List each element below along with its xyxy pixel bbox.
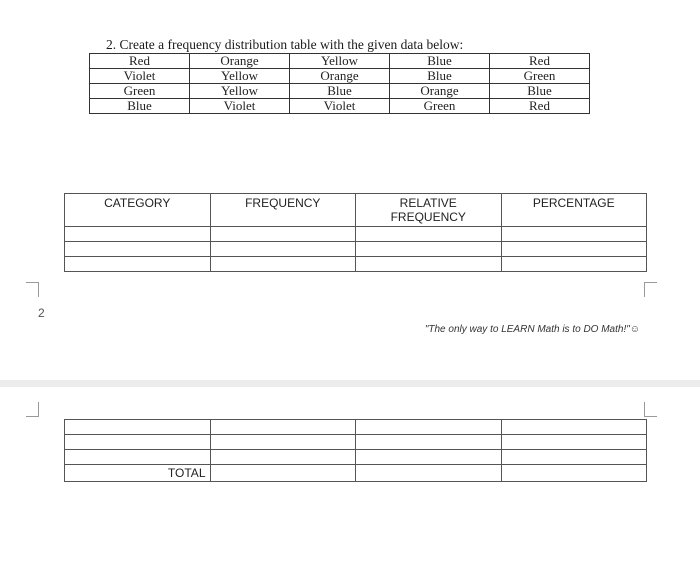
total-row	[65, 465, 647, 482]
blank-cell[interactable]	[210, 242, 356, 257]
data-cell: Yellow	[190, 84, 290, 99]
header-relative-frequency	[356, 194, 502, 227]
blank-cell[interactable]	[65, 242, 211, 257]
table-row	[65, 420, 647, 435]
blank-cell[interactable]	[356, 227, 502, 242]
blank-cell[interactable]	[501, 435, 647, 450]
header-frequency: FREQUENCY	[210, 194, 356, 227]
page-corner-mark	[644, 402, 657, 417]
data-cell: Red	[490, 99, 590, 114]
header-relative-line1: RELATIVE	[399, 196, 457, 210]
question-text: 2. Create a frequency distribution table with the given data below:	[106, 37, 464, 52]
data-cell: Green	[490, 69, 590, 84]
total-label: TOTAL	[65, 465, 211, 482]
table-row	[90, 99, 590, 114]
data-cell: Orange	[190, 54, 290, 69]
page-corner-mark	[26, 282, 39, 297]
header-category: CATEGORY	[65, 194, 211, 227]
blank-cell[interactable]	[356, 450, 502, 465]
data-cell: Blue	[390, 54, 490, 69]
blank-cell[interactable]	[501, 227, 647, 242]
blank-cell[interactable]	[501, 242, 647, 257]
blank-cell[interactable]	[210, 435, 356, 450]
blank-cell[interactable]	[210, 227, 356, 242]
blank-cell[interactable]	[65, 227, 211, 242]
blank-cell[interactable]	[356, 257, 502, 272]
blank-cell[interactable]	[356, 420, 502, 435]
table-row	[65, 242, 647, 257]
table-row	[65, 450, 647, 465]
page-number: 2	[38, 306, 45, 320]
blank-cell[interactable]	[356, 435, 502, 450]
blank-cell[interactable]	[501, 450, 647, 465]
blank-cell[interactable]	[210, 465, 356, 482]
frequency-table-continued	[64, 419, 647, 482]
table-row	[65, 227, 647, 242]
table-row	[90, 69, 590, 84]
table-header-row	[65, 194, 647, 227]
blank-cell[interactable]	[65, 420, 211, 435]
blank-cell[interactable]	[501, 257, 647, 272]
data-cell: Yellow	[190, 69, 290, 84]
blank-cell[interactable]	[65, 450, 211, 465]
given-data-table	[89, 53, 590, 114]
blank-cell[interactable]	[356, 242, 502, 257]
table-row	[65, 257, 647, 272]
table-row	[90, 84, 590, 99]
data-cell: Green	[390, 99, 490, 114]
blank-cell[interactable]	[210, 420, 356, 435]
blank-cell[interactable]	[356, 465, 502, 482]
data-cell: Orange	[390, 84, 490, 99]
data-cell: Blue	[490, 84, 590, 99]
page-corner-mark	[26, 402, 39, 417]
header-relative-line2: FREQUENCY	[390, 210, 466, 224]
table-row	[90, 54, 590, 69]
table-row	[65, 435, 647, 450]
data-cell: Red	[90, 54, 190, 69]
data-cell: Blue	[390, 69, 490, 84]
frequency-distribution-table	[64, 193, 647, 272]
data-cell: Blue	[90, 99, 190, 114]
data-cell: Yellow	[290, 54, 390, 69]
data-cell: Violet	[290, 99, 390, 114]
page-break-gap	[0, 380, 700, 387]
blank-cell[interactable]	[65, 435, 211, 450]
blank-cell[interactable]	[501, 465, 647, 482]
blank-cell[interactable]	[501, 420, 647, 435]
data-cell: Orange	[290, 69, 390, 84]
blank-cell[interactable]	[65, 257, 211, 272]
blank-cell[interactable]	[210, 450, 356, 465]
data-cell: Red	[490, 54, 590, 69]
data-cell: Green	[90, 84, 190, 99]
blank-cell[interactable]	[210, 257, 356, 272]
data-cell: Violet	[190, 99, 290, 114]
data-cell: Violet	[90, 69, 190, 84]
header-percentage: PERCENTAGE	[501, 194, 647, 227]
footer-quote: "The only way to LEARN Math is to DO Math!"☺	[424, 324, 640, 335]
page-corner-mark	[644, 282, 657, 297]
data-cell: Blue	[290, 84, 390, 99]
